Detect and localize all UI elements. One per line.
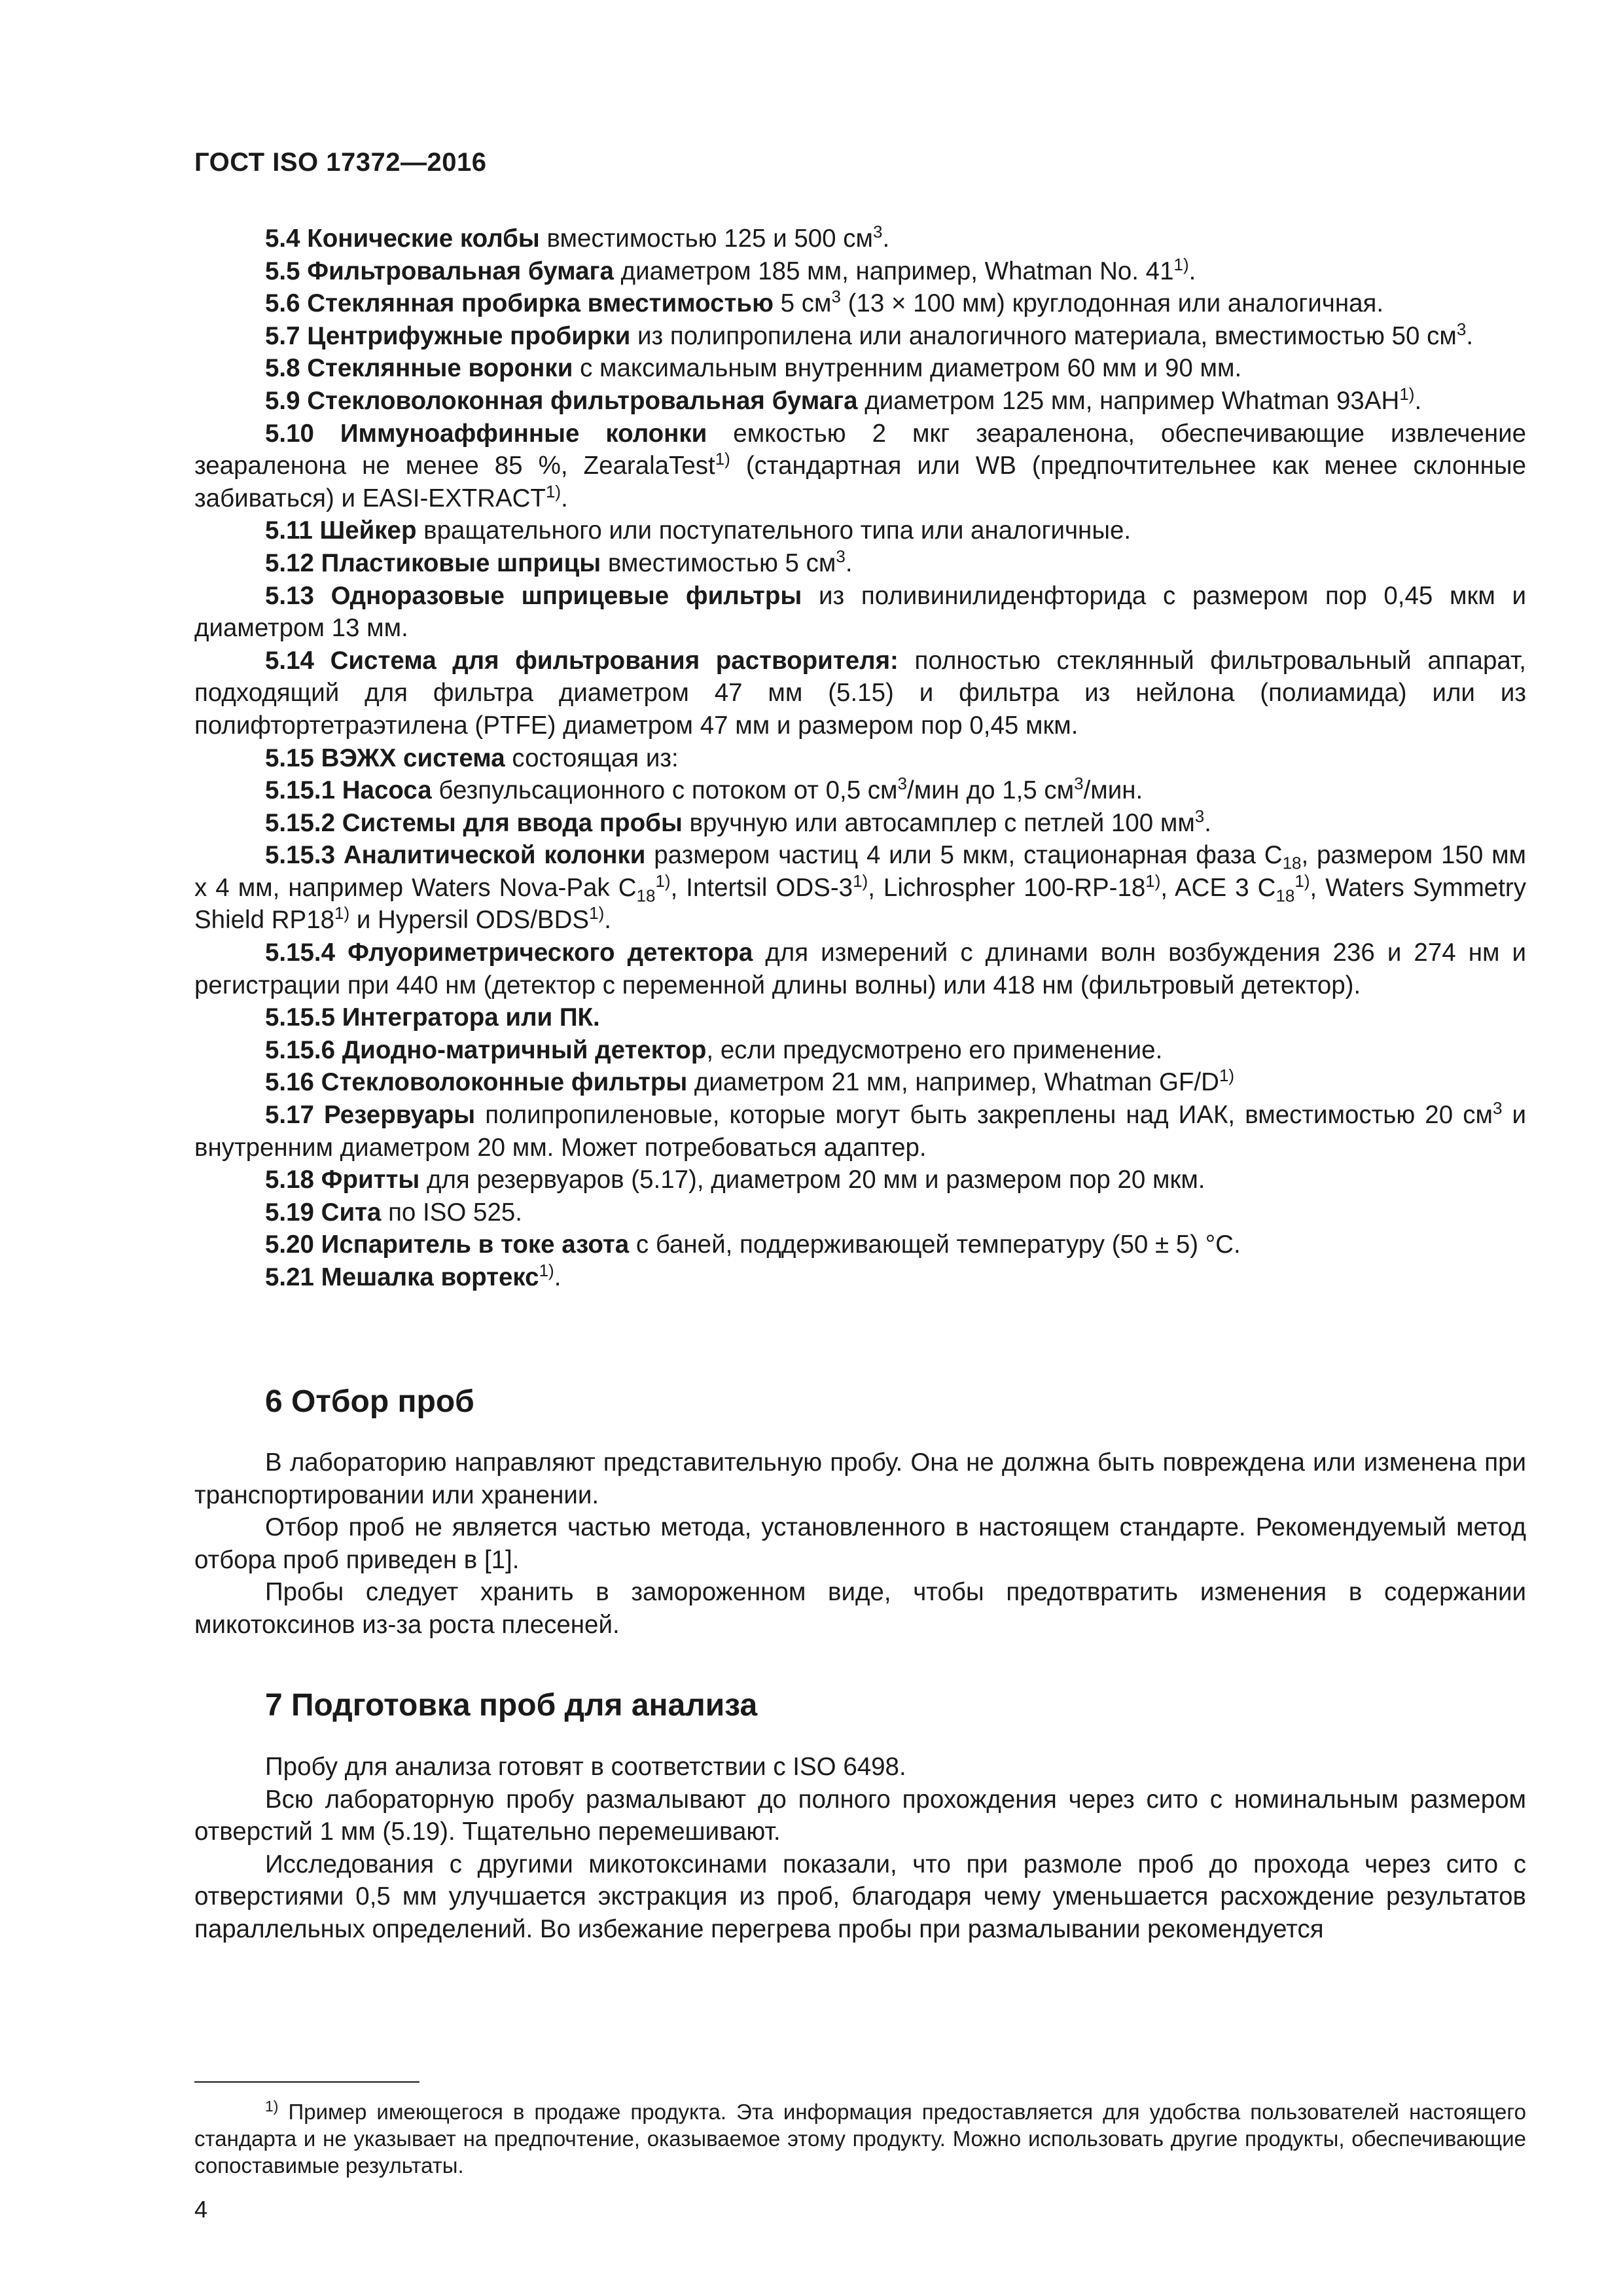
list-item: 5.14 Система для фильтрования растворителя: полностью стеклянный фильтровальный аппарат, подходящий для фильтра диаметром 47 мм (5.15) и фильтра из нейлона (полиамида) или из полифтортетраэтилена (PTFE) диаметром 47 мм и размером пор 0,45 мкм.	[194, 646, 1526, 740]
paragraph: В лабораторию направляют представительную пробу. Она не должна быть повреждена или изменена при транспортировании или хранении.	[194, 1448, 1526, 1509]
list-item: 5.11 Шейкер вращательного или поступательного типа или аналогичные.	[265, 516, 1132, 545]
section-heading: 6 Отбор проб	[265, 1384, 474, 1419]
list-item: 5.12 Пластиковые шприцы вместимостью 5 $см^3$.	[265, 547, 853, 577]
list-item: 5.19 Сита по ISO 525.	[265, 1198, 522, 1227]
section-heading: 7 Подготовка проб для анализа	[265, 1688, 758, 1723]
list-item: 5.7 Центрифужные пробирки из полипропилена или аналогичного материала, вместимостью 50 $см^3$.	[265, 319, 1474, 350]
list-item: 5.15.5 Интегратора или ПК.	[265, 1003, 600, 1032]
list-item: 5.4 Конические колбы вместимостью 125 и 500 $см^3$.	[265, 222, 890, 253]
list-item: 5.20 Испаритель в токе азота с баней, поддерживающей температуру (50 ± 5) °С.	[265, 1230, 1241, 1259]
paragraph: Исследования с другими микотоксинами показали, что при размоле проб до прохода через сито с отверстиями 0,5 мм улучшается экстракция из проб, благодаря чему уменьшается расхождение результатов параллельных определений. Во избежание перегрева пробы при размалывании рекомендуется	[194, 1850, 1526, 1943]
list-item: 5.15.4 Флуориметрического детектора для измерений с длинами волн возбуждения 236 и 274 нм и регистрации при 440 нм (детектор с переменной длины волны) или 418 нм (фильтровый детектор).	[194, 939, 1526, 999]
list-item: 5.15.2 Системы для ввода пробы вручную или автосамплер с петлей 100 $мм^3$.	[265, 806, 1211, 837]
list-item: 5.15.3 Аналитической колонки размером частиц 4 или 5 мкм, стационарная фаза $С_{18}$, размером 150 мм x 4 мм, например Waters Nova-Pak $C_{18}^{1)}$, Intertsil ODS-3$^{1)}$, Lichrospher 100-RP-18$^{1)}$, ACE 3 $C_{18}^{1)}$, Waters Symmetry Shield RP18$^{1)}$ и Hypersil ODS/BDS$^{1)}$.	[194, 841, 1527, 935]
footnote: $^{1)}$ Пример имеющегося в продаже продукта. Эта информация предоставляется для удобства пользователей настоящего стандарта и не указывает на предпочтение, оказываемое этому продукту. Можно использовать другие продукты, обеспечивающие сопоставимые результаты.	[194, 2098, 1526, 2178]
section-7-body	[194, 1751, 1526, 1946]
list-item: 5.6 Стеклянная пробирка вместимостью 5 $см^3$ (13 × 100 мм) круглодонная или аналогичная.	[265, 287, 1384, 318]
list-item: 5.8 Стеклянные воронки с максимальным внутренним диаметром 60 мм и 90 мм.	[265, 354, 1242, 383]
paragraph: Отбор проб не является частью метода, установленного в настоящем стандарте. Рекомендуемый метод отбора проб приведен в [1].	[194, 1513, 1526, 1574]
footnote-separator	[194, 2081, 419, 2083]
paragraph: Пробы следует хранить в замороженном виде, чтобы предотвратить изменения в содержании микотоксинов из-за роста плесеней.	[194, 1578, 1526, 1639]
list-item: 5.15 ВЭЖХ система состоящая из:	[265, 744, 679, 772]
list-item: 5.13 Одноразовые шприцевые фильтры из поливинилиденфторида с размером пор 0,45 мкм и диаметром 13 мм.	[194, 581, 1527, 643]
section-6-body	[194, 1446, 1526, 1641]
document-header: ГОСТ ISO 17372—2016	[194, 148, 487, 177]
equipment-list	[194, 223, 1526, 1294]
page-number: 4	[194, 2196, 208, 2223]
paragraph: Всю лабораторную пробу размалывают до полного прохождения через сито с номинальным размером отверстий 1 мм (5.19). Тщательно перемешивают.	[194, 1785, 1526, 1846]
list-item: 5.15.1 Насоса безпульсационного с потоком от 0,5 $см^3$/мин до 1,5 $см^3$/мин.	[265, 774, 1143, 805]
list-item: 5.15.6 Диодно-матричный детектор, если предусмотрено его применение.	[265, 1035, 1163, 1064]
list-item: 5.18 Фритты для резервуаров (5.17), диаметром 20 мм и размером пор 20 мкм.	[265, 1166, 1205, 1194]
list-item: 5.9 Стекловолоконная фильтровальная бумага диаметром 125 мм, например Whatman 93AH$^{1)}$.	[265, 384, 1422, 415]
list-item: 5.21 Мешалка вортекс$^{1)}$.	[265, 1261, 562, 1291]
list-item: 5.5 Фильтровальная бумага диаметром 185 мм, например, Whatman No. 41$^{1)}$.	[265, 254, 1196, 285]
list-item: 5.16 Стекловолоконные фильтры диаметром 21 мм, например, Whatman $GF/D^{1)}$	[265, 1066, 1235, 1097]
list-item: 5.17 Резервуары полипропиленовые, которые могут быть закреплены над ИАК, вместимостью 20 $см^3$ и внутренним диаметром 20 мм. Может потребоваться адаптер.	[194, 1098, 1526, 1162]
paragraph: Пробу для анализа готовят в соответствии с ISO 6498.	[265, 1753, 906, 1781]
list-item: 5.10 Иммуноаффинные колонки емкостью 2 мкг зеараленона, обеспечивающие извлечение зеараленона не менее 85 %, ZearalaTest$^{1)}$ (стандартная или WB (предпочтительнее как менее склонные забиваться) и EASI-EXTRACT$^{1)}$.	[194, 419, 1526, 512]
